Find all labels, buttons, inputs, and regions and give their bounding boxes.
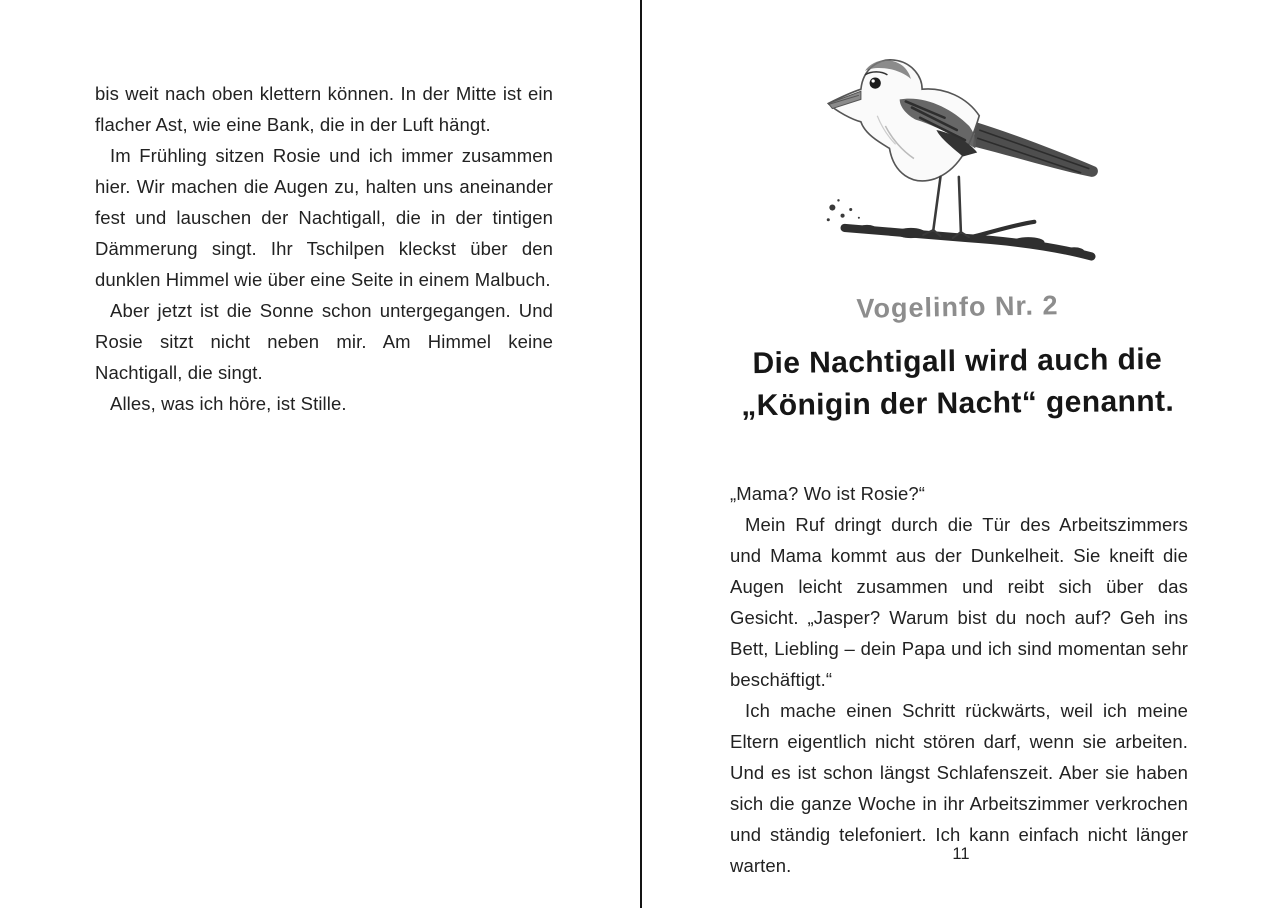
right-page-text [730, 478, 1188, 881]
paragraph: Ich mache einen Schritt rückwärts, weil ich meine Eltern eigentlich nicht stören darf, wenn sie arbeiten. Und es ist schon längst Schlafenszeit. Aber sie haben sich die ganze Woche in ihr Arbeitszimmer verkrochen und ständig telefoniert. Ich kann einfach nicht länger warten. [730, 700, 1188, 876]
page-divider [640, 0, 642, 908]
branch [845, 222, 1092, 257]
nightingale-illustration [812, 28, 1122, 283]
left-page-text [95, 78, 553, 419]
illustration-caption: Vogelinfo Nr. 2 [856, 290, 1059, 324]
paragraph: Mein Ruf dringt durch die Tür des Arbeitszimmers und Mama kommt aus der Dunkelheit. Sie kneift die Augen leicht zusammen und reibt sich über das Gesicht. „Jasper? Warum bist du noch auf? Geh ins Bett, Liebling – dein Papa und ich sind momentan sehr beschäftigt.“ [730, 514, 1188, 690]
heading-line-2: „Königin der Nacht“ genannt. [741, 384, 1175, 423]
bird-body [828, 60, 1098, 238]
heading-line-1: Die Nachtigall wird auch die [752, 342, 1163, 381]
paragraph: Alles, was ich höre, ist Stille. [110, 393, 347, 414]
paragraph: bis weit nach oben klettern können. In der Mitte ist ein flacher Ast, wie eine Bank, die in der Luft hängt. [95, 83, 553, 135]
bird-info-heading [660, 338, 1256, 428]
page-number: 11 [952, 845, 970, 863]
paragraph: Aber jetzt ist die Sonne schon untergegangen. Und Rosie sitzt nicht neben mir. Am Himmel keine Nachtigall, die singt. [95, 300, 553, 383]
ink-splatter [827, 199, 860, 221]
bird-sketch-icon [812, 28, 1122, 283]
paragraph: Im Frühling sitzen Rosie und ich immer zusammen hier. Wir machen die Augen zu, halten uns aneinander fest und lauschen der Nachtigall, die in der tintigen Dämmerung singt. Ihr Tschilpen kleckst über den dunklen Himmel wie über eine Seite in einem Malbuch. [95, 145, 553, 290]
paragraph: „Mama? Wo ist Rosie?“ [730, 483, 926, 504]
